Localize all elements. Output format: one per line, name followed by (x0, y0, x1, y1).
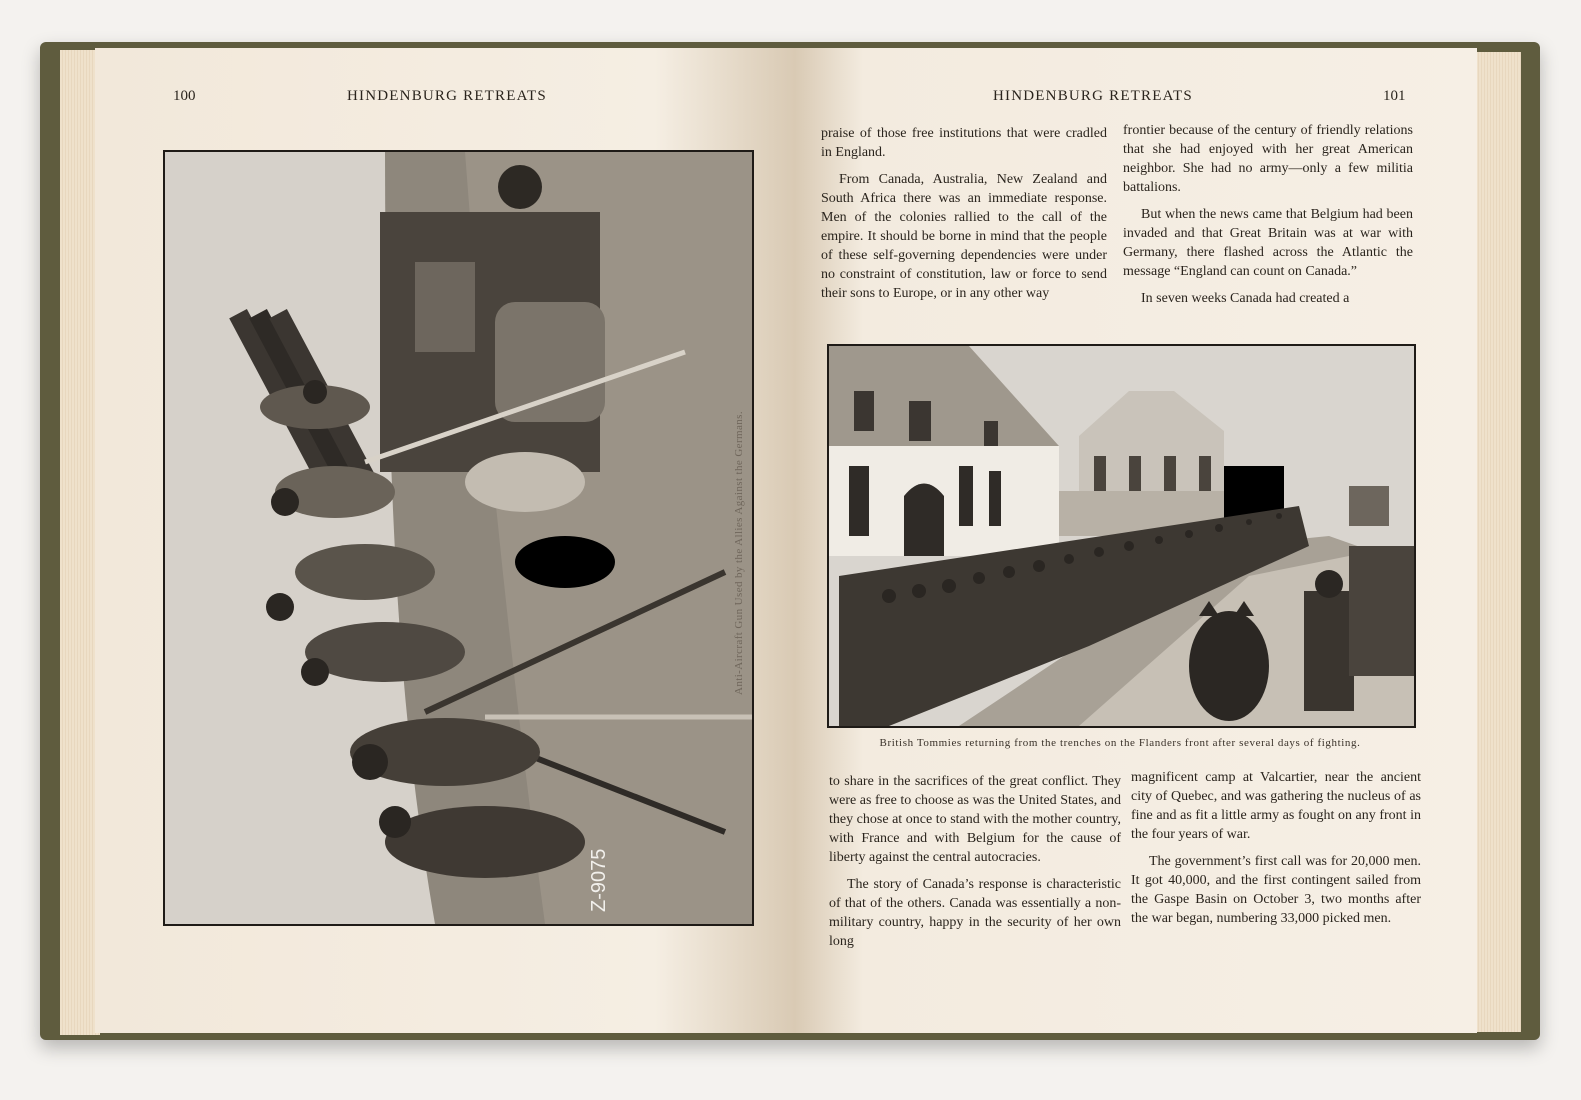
paragraph: In seven weeks Canada had created a (1141, 291, 1350, 306)
paragraph: The story of Canada’s response is characteristic of that of the others. Canada was essentially a non-military country, happy in the security of her own long (829, 877, 1121, 949)
paragraph: The government’s first call was for 20,000 men. It got 40,000, and the first contingent sailed from the Gaspe Basin on October 3, two months after the war began, numbering 33,000 picked men. (1131, 854, 1421, 926)
paragraph: magnificent camp at Valcartier, near the ancient city of Quebec, and was gathering the nucleus of as fine and as fit a little army as fought on any front in the four years of war. (1131, 770, 1421, 842)
left-page (95, 48, 795, 1033)
text-column-top-right (1123, 121, 1413, 316)
paragraph: frontier because of the century of friendly relations that she had enjoyed with her great American neighbor. She had no army—only a few militia battalions. (1123, 123, 1413, 195)
running-head-right: HINDENBURG RETREATS (993, 88, 1193, 104)
running-head-left: HINDENBURG RETREATS (347, 88, 547, 104)
right-page (795, 48, 1477, 1033)
page-edges-left (60, 50, 100, 1035)
paragraph: to share in the sacrifices of the great conflict. They were as free to choose as was the United States, and they chose at once to stand with the mother country, with France and with Belgium for the cause of liberty against the central autocracies. (829, 774, 1121, 865)
page-number-right: 101 (1383, 88, 1406, 104)
british-tommies-photo (827, 344, 1416, 728)
paragraph: From Canada, Australia, New Zealand and South Africa there was an immediate response. Men of the colonies rallied to the call of the empire. It should be borne in mind that the people of these self-governing dependencies were under no constraint of constitution, law or force to send their sons to Europe, or in any other way (821, 172, 1107, 301)
anti-aircraft-gun-photo (163, 150, 754, 926)
right-photo-caption: British Tommies returning from the trenches on the Flanders front after several days of fighting. (879, 737, 1361, 749)
text-column-bottom-left (829, 772, 1121, 959)
page-number-left: 100 (173, 88, 196, 104)
paragraph: praise of those free institutions that were cradled in England. (821, 126, 1107, 160)
page-edges-right (1475, 52, 1521, 1032)
paragraph: But when the news came that Belgium had been invaded and that Great Britain was at war with Germany, there flashed across the Atlantic the message “England can count on Canada.” (1123, 207, 1413, 279)
text-column-bottom-right (1131, 768, 1421, 936)
left-photo-caption: Anti-Aircraft Gun Used by the Allies Against the Germans. (733, 411, 745, 695)
text-column-top-left (821, 124, 1107, 311)
photo-stamp-number: Z-9075 (588, 848, 610, 912)
